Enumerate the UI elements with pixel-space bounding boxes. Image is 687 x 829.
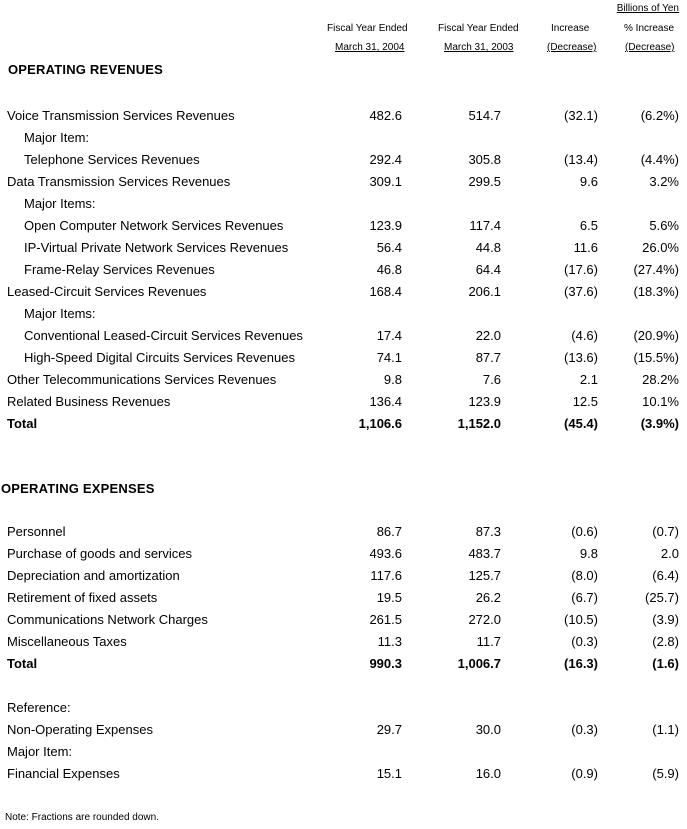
value-fy2003: 7.6	[482, 372, 501, 387]
value-change: 12.5	[572, 394, 598, 409]
value-fy2003: 87.7	[475, 350, 501, 365]
value-change: 11.6	[573, 240, 598, 255]
row-label: Other Telecommunications Services Revenues	[7, 372, 277, 387]
value-change: (37.6)	[564, 284, 598, 299]
value-fy2004: 17.4	[376, 328, 402, 343]
value-fy2003: 1,152.0	[457, 416, 501, 431]
footnote: Note: Fractions are rounded down.	[5, 812, 159, 823]
table-row	[0, 588, 687, 608]
value-fy2004: 493.6	[369, 546, 402, 561]
value-change: (0.6)	[571, 524, 598, 539]
row-label: Depreciation and amortization	[7, 568, 180, 583]
value-fy2004: 168.4	[369, 284, 402, 299]
table-row	[0, 764, 687, 784]
value-change: (0.3)	[571, 634, 598, 649]
value-fy2003: 299.5	[468, 174, 501, 189]
value-change: 9.8	[579, 546, 598, 561]
value-percent: (3.9)	[652, 612, 679, 627]
value-percent: (25.7)	[645, 590, 679, 605]
value-change: (0.3)	[571, 722, 598, 737]
value-fy2004: 15.1	[376, 766, 402, 781]
value-percent: (1.6)	[652, 656, 679, 671]
col2-header-line1: Fiscal Year Ended	[438, 23, 519, 34]
value-percent: (27.4%)	[633, 262, 679, 277]
value-fy2004: 123.9	[369, 218, 402, 233]
value-fy2004: 9.8	[383, 372, 402, 387]
value-percent: (4.4%)	[640, 152, 679, 167]
value-percent: (6.4)	[652, 568, 679, 583]
value-fy2003: 11.7	[476, 634, 501, 649]
value-percent: (2.8)	[652, 634, 679, 649]
value-fy2003: 272.0	[468, 612, 501, 627]
row-label: IP-Virtual Private Network Services Revenues	[24, 240, 289, 255]
value-fy2003: 30.0	[475, 722, 501, 737]
value-percent: (5.9)	[652, 766, 679, 781]
value-percent: 2.0	[660, 546, 679, 561]
table-row	[0, 522, 687, 542]
value-fy2004: 11.3	[377, 634, 402, 649]
reference-heading-row	[0, 698, 687, 718]
value-percent: 28.2%	[642, 372, 679, 387]
table-row	[0, 326, 687, 346]
value-fy2003: 22.0	[475, 328, 501, 343]
table-row	[0, 216, 687, 236]
row-label: Conventional Leased-Circuit Services Revenues	[24, 328, 303, 343]
value-change: (45.4)	[564, 416, 598, 431]
value-fy2003: 26.2	[475, 590, 501, 605]
value-fy2003: 125.7	[468, 568, 501, 583]
value-fy2004: 136.4	[369, 394, 402, 409]
value-fy2003: 16.0	[475, 766, 501, 781]
value-change: 6.5	[579, 218, 598, 233]
row-label: Communications Network Charges	[7, 612, 208, 627]
row-label: Miscellaneous Taxes	[7, 634, 127, 649]
expenses-section-title: OPERATING EXPENSES	[1, 481, 155, 496]
row-label: Non-Operating Expenses	[7, 722, 153, 737]
value-fy2004: 1,106.6	[358, 416, 402, 431]
row-label: Personnel	[7, 524, 66, 539]
value-fy2004: 19.5	[376, 590, 402, 605]
value-percent: (3.9%)	[640, 416, 679, 431]
row-label: Major Items:	[24, 306, 96, 321]
revenues-section-title: OPERATING REVENUES	[8, 62, 164, 77]
table-row	[0, 610, 687, 630]
table-row	[0, 632, 687, 652]
col3-header-line1: Increase	[551, 23, 590, 34]
row-label: Major Items:	[24, 196, 96, 211]
col2-header-line2: March 31, 2003	[444, 42, 514, 53]
value-change: (6.7)	[571, 590, 598, 605]
row-label: Total	[7, 416, 38, 431]
row-label: Leased-Circuit Services Revenues	[7, 284, 207, 299]
value-fy2003: 514.7	[468, 108, 501, 123]
value-change: (16.3)	[564, 656, 598, 671]
value-fy2003: 117.4	[469, 218, 501, 233]
expenses-total-row	[0, 654, 687, 674]
row-label: Related Business Revenues	[7, 394, 171, 409]
value-fy2003: 123.9	[468, 394, 501, 409]
value-percent: 5.6%	[649, 218, 679, 233]
value-fy2003: 305.8	[468, 152, 501, 167]
value-fy2004: 56.4	[376, 240, 402, 255]
table-row	[0, 194, 687, 214]
row-label: Voice Transmission Services Revenues	[7, 108, 235, 123]
units-label: Billions of Yen	[616, 3, 679, 14]
value-change: (0.9)	[571, 766, 598, 781]
row-label: Telephone Services Revenues	[24, 152, 200, 167]
table-row	[0, 566, 687, 586]
table-row	[0, 150, 687, 170]
table-row	[0, 348, 687, 368]
table-row	[0, 370, 687, 390]
row-label: Data Transmission Services Revenues	[7, 174, 231, 189]
value-percent: (18.3%)	[633, 284, 679, 299]
value-change: 2.1	[579, 372, 598, 387]
table-row	[0, 392, 687, 412]
col4-header-line2: (Decrease)	[625, 42, 675, 53]
col3-header-line2: (Decrease)	[547, 42, 597, 53]
row-label: Major Item:	[7, 744, 73, 759]
value-percent: (6.2%)	[640, 108, 679, 123]
row-label: Total	[7, 656, 38, 671]
value-change: (10.5)	[564, 612, 598, 627]
value-fy2004: 46.8	[376, 262, 402, 277]
table-row	[0, 238, 687, 258]
value-fy2004: 86.7	[376, 524, 402, 539]
row-label: Frame-Relay Services Revenues	[24, 262, 215, 277]
value-fy2004: 990.3	[369, 656, 402, 671]
table-row	[0, 282, 687, 302]
value-fy2004: 261.5	[369, 612, 402, 627]
col4-header-line1: % Increase	[624, 23, 675, 34]
value-fy2004: 117.6	[370, 568, 402, 583]
reference-title: Reference:	[7, 700, 71, 715]
row-label: Purchase of goods and services	[7, 546, 192, 561]
row-label: High-Speed Digital Circuits Services Revenues	[24, 350, 295, 365]
table-row	[0, 720, 687, 740]
table-row	[0, 172, 687, 192]
value-percent: (15.5%)	[633, 350, 679, 365]
value-fy2003: 87.3	[475, 524, 501, 539]
value-fy2003: 64.4	[475, 262, 501, 277]
value-change: (32.1)	[564, 108, 598, 123]
value-fy2003: 1,006.7	[457, 656, 501, 671]
value-change: 9.6	[579, 174, 598, 189]
value-fy2004: 29.7	[376, 722, 402, 737]
table-row	[0, 128, 687, 148]
value-change: (8.0)	[571, 568, 598, 583]
value-percent: (20.9%)	[633, 328, 679, 343]
value-fy2003: 44.8	[475, 240, 501, 255]
value-percent: 10.1%	[642, 394, 679, 409]
value-fy2003: 206.1	[468, 284, 501, 299]
value-percent: (1.1)	[652, 722, 679, 737]
value-change: (4.6)	[571, 328, 598, 343]
value-fy2003: 483.7	[468, 546, 501, 561]
row-label: Financial Expenses	[7, 766, 120, 781]
value-fy2004: 482.6	[369, 108, 402, 123]
revenues-total-row	[0, 414, 687, 434]
table-row	[0, 544, 687, 564]
value-change: (13.6)	[564, 350, 598, 365]
value-percent: 26.0%	[642, 240, 679, 255]
row-label: Retirement of fixed assets	[7, 590, 158, 605]
table-row	[0, 742, 687, 762]
value-change: (17.6)	[564, 262, 598, 277]
col1-header-line1: Fiscal Year Ended	[327, 23, 408, 34]
value-percent: (0.7)	[652, 524, 679, 539]
table-row	[0, 106, 687, 126]
table-row	[0, 260, 687, 280]
row-label: Major Item:	[24, 130, 90, 145]
col1-header-line2: March 31, 2004	[335, 42, 405, 53]
value-fy2004: 292.4	[369, 152, 402, 167]
row-label: Open Computer Network Services Revenues	[24, 218, 284, 233]
table-row	[0, 304, 687, 324]
value-fy2004: 309.1	[369, 174, 402, 189]
value-percent: 3.2%	[649, 174, 679, 189]
value-fy2004: 74.1	[376, 350, 402, 365]
value-change: (13.4)	[564, 152, 598, 167]
